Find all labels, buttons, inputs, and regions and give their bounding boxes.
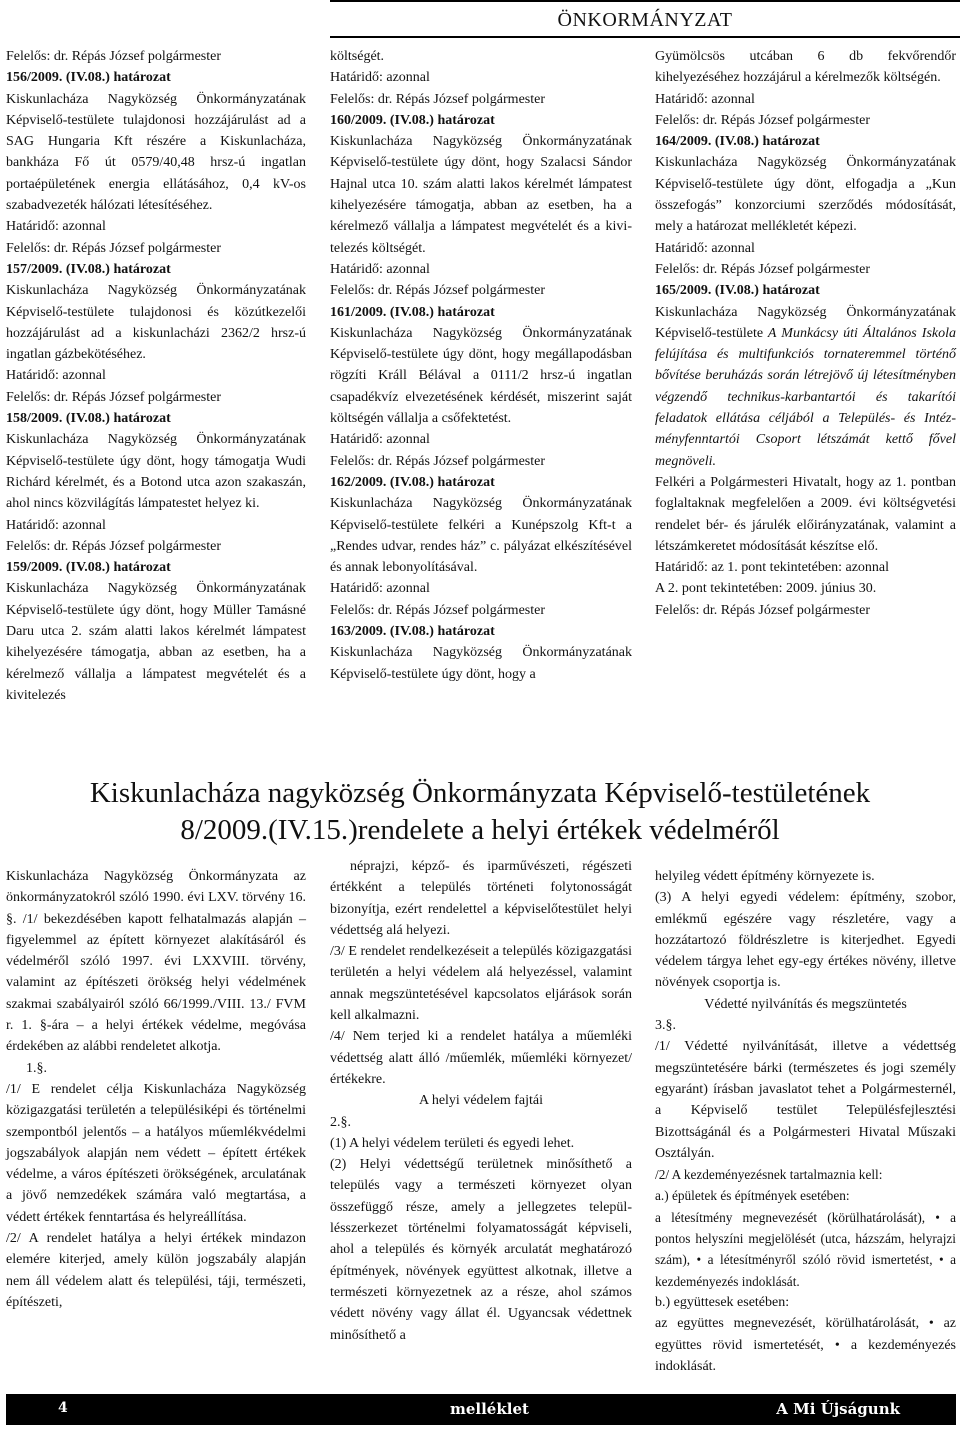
paragraph: a.) épületek és építmények esetében: [655,1188,850,1204]
paragraph: Kiskunlacháza Nagyközség Önkormányzatának Képviselő-testülete felkéri a Kunépszolg Kft-t a „Rendes udvar, rendes ház” c. pályázat elkészítésével és annak lebonyolításával. [330,496,632,576]
paragraph: költségét. [330,49,385,64]
paragraph: Határidő: azonnal [6,219,106,235]
paragraph: 164/2009. (IV.08.) határozat [655,134,820,150]
paragraph: Kiskunlacháza Nagyközség Önkormányzatának Képviselő-testülete úgy dönt, hogy megállapodásban rögzíti Králl Bélával a 0111/2 hrsz-ú ingatlan csapadékvíz elvezetésének kérdését, miszerint saját költségén vállalja a csőfektetést. [330,325,632,427]
footer-section-label: melléklet [450,1400,529,1418]
page-footer [6,1394,956,1425]
section-header: ÖNKORMÁNYZAT [330,0,960,38]
paragraph: Kiskunlacháza Nagyközség Önkormányzatának Képviselő-testülete tulajdonosi hozzájárulást ad a SAG Hungaria Kft részére a Kiskunlacháza, bankháza Fő út 0579/40,48 hrsz-ú ingatlan portaépületének energia ellátásához, 0,4 kV-os szabadvezeték hálózati létesítéséhez. [6,91,306,214]
paragraph: Felelős: dr. Répás József polgármester [330,91,546,107]
paragraph: Határidő: az 1. pont tekintetében: azonnal [655,560,890,576]
paragraph: Kiskunlacháza Nagyközség Önkormányzata az önkormányzatokról szóló 1990. évi LXV. törvény 16. §. /1/ bekezdésében kapott felhatalmazás alapján – figyelemmel az épített környezet alakításáról és védelméről szóló 1997. évi LXXVIII. törvény, valamint az építészeti örökség helyi védelmének szakmai szabályairól szóló 66/1999./VIII. 13./ FVM r. 1. §-ára – a helyi értékek védelme, megóvása érdekében az alábbi rendeletet alkotja. [6,869,306,1055]
paragraph: 1.§. [26,1060,47,1076]
paragraph: (2) Helyi védettségű területnek minősíthető a település vagy a természeti környezet olyan összefüggő része, amely a jellegzetes települlésszerkezet történelmi folyamatosságát képviseli, ahol a település és környék arculatát meghatározó építmények, növények együttest alkotnak, illetve a természeti környezetnek az a része, ahol számos védett növény vagy állat él. Ugyancsak védettnek minősíthető a [330,1157,632,1343]
page-number: 4 [58,1400,68,1416]
paragraph: A helyi védelem fajtái [418,1093,543,1109]
paragraph-text: Kiskunlacháza Nagyközség Önkormányzatának Képviselő-testülete [655,304,956,341]
paragraph [655,302,956,472]
resolutions-column-1 [6,46,306,706]
paragraph: (3) A helyi egyedi védelem: építmény, szobor, emlékmű egészére vagy részletére, vagy a hozzátartozó földrészletre is kiterjedhet. Egyedi védelem tárgya lehet egy-egy értékes növény, illetve növények csoportja is. [655,890,956,991]
paragraph: 162/2009. (IV.08.) határozat [330,474,495,490]
paragraph: Kiskunlacháza Nagyközség Önkormányzatának Képviselő-testülete tulajdonosi és közútkezelői hozzájárulást ad a kiskunlacházi 2362/2 hrsz-ú ingatlan gázbekötéséhez. [6,283,306,363]
paragraph: helyileg védett építmény környezete is. [655,869,875,884]
paragraph: 159/2009. (IV.08.) határozat [6,560,171,576]
paragraph: Felelős: dr. Répás József polgármester [6,389,222,405]
paragraph: 2.§. [330,1114,351,1130]
decree-column-3 [655,866,956,1377]
paragraph: Védetté nyilvánítás és megszüntetés [704,996,907,1012]
paragraph: Kiskunlacháza Nagyközség Önkormányzatának Képviselő-testülete úgy dönt, hogy Szalacsi Sándor Hajnal utca 10. szám alatti lakos kérelmét lámpatest kihelyezésére támogatja, abban az esetben, ha a kérelmező vállalja a lámpatest megvételét és a kivitelezés költségét. [330,134,632,256]
resolutions-column-3 [655,46,956,621]
paragraph: Határidő: azonnal [330,70,430,86]
paragraph: 157/2009. (IV.08.) határozat [6,261,171,277]
paragraph: /1/ Védetté nyilvánítását, illetve a védettség megszüntetésére bárki (természetes és jogi személy egyaránt) írásban javaslatot tehet a Polgármesternél, a Képviselő testület Településfejlesztési Bizottságánál és a Polgármesteri Hivatal Műszaki Osztályán. [655,1039,956,1161]
publication-name: A Mi Újságunk [776,1400,900,1418]
paragraph: b.) együttesek esetében: [655,1294,790,1310]
paragraph: Felelős: dr. Répás József polgármester [655,261,871,277]
paragraph: Gyümölcsös utcában 6 db fekvőrendőr kihelyezéséhez hozzájárul a kérelmezők költségén. [655,49,956,86]
paragraph: Felelős: dr. Répás József polgármester [6,49,222,64]
resolutions-column-2 [330,46,632,685]
paragraph: Felelős: dr. Répás József polgármester [330,602,546,618]
paragraph: 158/2009. (IV.08.) határozat [6,411,171,427]
paragraph: A 2. pont tekintetében: 2009. június 30. [655,581,877,597]
paragraph: /2/ A kezdeményezésnek tartalmaznia kell: [655,1167,883,1183]
paragraph: Határidő: azonnal [330,581,430,597]
paragraph: Határidő: azonnal [6,517,106,533]
decree-title [0,775,960,849]
paragraph: Felelős: dr. Répás József polgármester [655,112,871,128]
paragraph: (1) A helyi védelem területi és egyedi lehet. [330,1135,575,1151]
paragraph: Felelős: dr. Répás József polgármester [6,240,222,256]
paragraph: Határidő: azonnal [330,432,430,448]
paragraph: Felelős: dr. Répás József polgármester [330,453,546,469]
paragraph: az együttes megnevezését, körülhatárolását, • az együttes rövid ismertetését, • a kezdeményezés indoklását. [655,1316,956,1374]
decree-title-line-1: Kiskunlacháza nagyközség Önkormányzata Képviselő-testületének [89,777,871,809]
paragraph: 163/2009. (IV.08.) határozat [330,624,495,640]
paragraph: 165/2009. (IV.08.) határozat [655,283,820,299]
paragraph: 3.§. [655,1018,676,1034]
paragraph: 156/2009. (IV.08.) határozat [6,70,171,86]
paragraph: /1/ E rendelet célja Kiskunlacháza Nagyközség közigazgatási területén a településiképi és történelmi szempontból jelentős – a hatályos műemlékvédelmi jogszabályok alapján nem védett – épített értékek védelme, a város építészeti örökségének, arculatának a jövő nemzedékek számára való megtartása, a védett értékek fenntartása és helyreállítása. [6,1081,306,1225]
paragraph: 160/2009. (IV.08.) határozat [330,112,495,128]
paragraph: /3/ E rendelet rendelkezéseit a település közigazgatási területén a helyi védelem alá helyezéssel, valamint annak megszüntetésével kapcsolatos eljárások során kell alkalmazni. [330,944,632,1024]
paragraph: Felelős: dr. Répás József polgármester [6,538,222,554]
paragraph: Kiskunlacháza Nagyközség Önkormányzatának Képviselő-testülete úgy dönt, hogy támogatja Wudi Richárd kérelmét, és a Botond utca azon szakaszán, ahol nincs közvilágítás lámpatestet helyez ki. [6,432,306,512]
paragraph: Felkéri a Polgármesteri Hivatalt, hogy az 1. pontban foglaltaknak megfelelően a 2009. évi költségvetési rendelet bér- és járulék előirányzatának, valamint a létszámkeretet módosítását készítse elő. [655,474,956,554]
paragraph: Kiskunlacháza Nagyközség Önkormányzatának Képviselő-testülete úgy dönt, elfogadja a „Kun összefogás” konzorciumi szerződés módosítását, mely a határozat mellékletét képezi. [655,155,956,235]
decree-title-line-2: 8/2009.(IV.15.)rendelete a helyi értékek védelméről [180,814,780,846]
paragraph: 161/2009. (IV.08.) határozat [330,304,495,320]
paragraph-italic-text: A Munkácsy úti Általános Iskola felújítása és multifunkciós tornateremmel történő bővítése beruházás során létrejövő új létesítményben végzendő technikus-karbantartói és takarítói feladatok ellátása céljából a Település- és Intézményfenntartói Csoport létszámát kettő fővel megnöveli. [655,325,956,469]
paragraph: /2/ A rendelet hatálya a helyi értékek mindazon elemére kiterjed, amely külön jogszabály alapján nem áll védelem alatt és települési, táji, természeti, építészeti, [6,1231,306,1310]
paragraph: néprajzi, képző- és iparművészeti, régészeti értékként a település történeti folytonosságát bizonyítja, ezért rendelettel a képviselőtestület helyi védettség alá helyezi. [330,859,632,938]
decree-column-1 [6,866,306,1313]
paragraph: Kiskunlacháza Nagyközség Önkormányzatának Képviselő-testülete úgy dönt, hogy a [330,645,632,682]
paragraph: Felelős: dr. Répás József polgármester [655,602,871,618]
paragraph: Határidő: azonnal [655,91,755,107]
paragraph: Határidő: azonnal [330,261,430,277]
paragraph: /4/ Nem terjed ki a rendelet hatálya a műemléki védettség alatt álló /műemlék, műemléki környezet/ értékekre. [330,1029,632,1087]
paragraph: Felelős: dr. Répás József polgármester [330,283,546,299]
decree-column-2 [330,856,632,1346]
paragraph: Határidő: azonnal [6,368,106,384]
paragraph: a létesítmény megnevezését (körülhatárolását), • a pontos helyszíni megjelölését (utca, házszám, helyrajzi szám), • a létesítményről szóló rövid ismertetést, • a kezdeményezés indoklását. [655,1209,956,1289]
paragraph: Kiskunlacháza Nagyközség Önkormányzatának Képviselő-testülete úgy dönt, hogy Müller Tamásné Daru utca 2. szám alatti lakos kérelmét lámpatest kihelyezésére támogatja, abban az esetben, ha a kérelmező vállalja a lámpatest megvételét és a kivitelezés [6,581,306,703]
paragraph: Határidő: azonnal [655,240,755,256]
